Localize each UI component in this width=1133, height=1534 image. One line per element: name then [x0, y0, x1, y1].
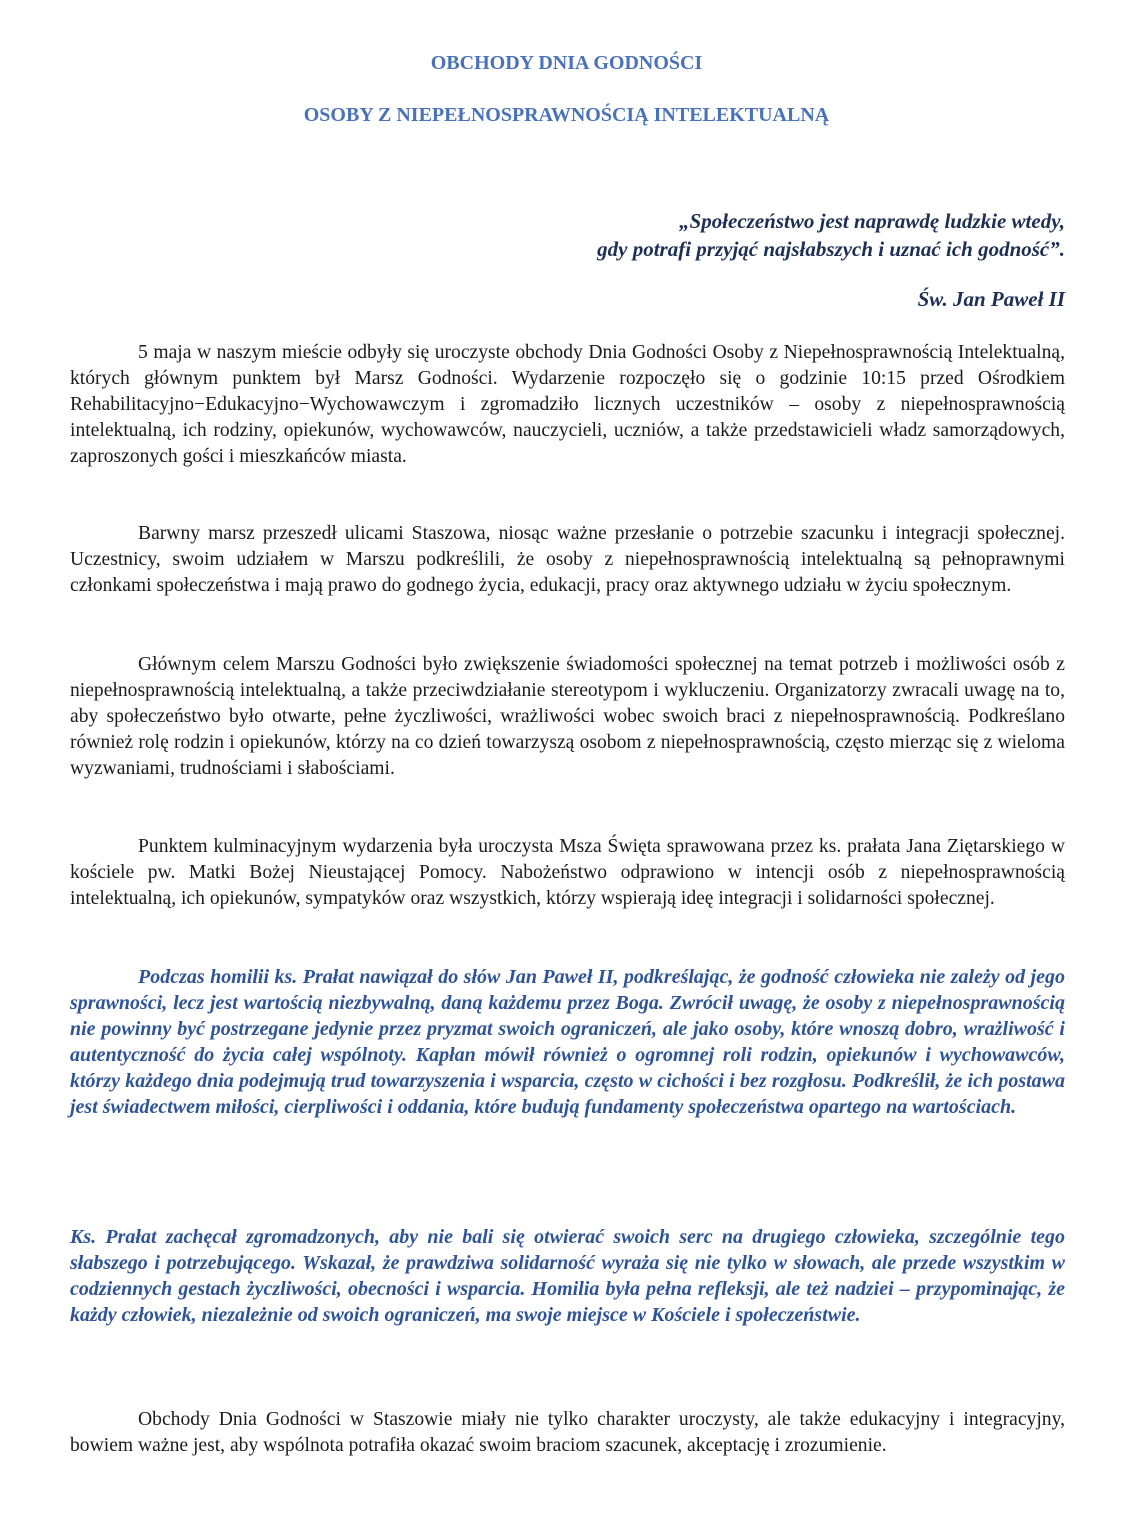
- document-subtitle: OSOBY Z NIEPEŁNOSPRAWNOŚCIĄ INTELEKTUALNĄ: [303, 104, 830, 126]
- document-title: OBCHODY DNIA GODNOŚCI: [430, 52, 703, 74]
- paragraph-intro: 5 maja w naszym mieście odbyły się uroczyste obchody Dnia Godności Osoby z Niepełnosprawnością Intelektualną, których głównym punktem był Marsz Godności. Wydarzenie rozpoczęło się o godzinie 10:15 przed Ośrodkiem Rehabilitacyjno−Edukacyjno−Wychowawczym i zgromadziło licznych uczestników – osoby z niepełnosprawnością intelektualną, ich rodziny, opiekunów, wychowawców, nauczycieli, uczniów, a także przedstawicieli władz samorządowych, zaproszonych gości i mieszkańców miasta.: [70, 342, 1065, 467]
- epigraph-quote: [597, 207, 1065, 263]
- paragraph-march: Barwny marsz przeszedł ulicami Staszowa, niosąc ważne przesłanie o potrzebie szacunku i integracji społecznej. Uczestnicy, swoim udziałem w Marszu podkreślili, że osoby z niepełnosprawnością intelektualną są pełnoprawnymi członkami społeczeństwa i mają prawo do godnego życia, edukacji, pracy oraz aktywnego udziału w życiu społecznym.: [70, 523, 1065, 596]
- paragraph-mass: Punktem kulminacyjnym wydarzenia była uroczysta Msza Święta sprawowana przez ks. prałata Jana Ziętarskiego w kościele pw. Matki Bożej Nieustającej Pomocy. Nabożeństwo odprawiono w intencji osób z niepełnosprawnością intelektualną, ich opiekunów, sympatyków oraz wszystkich, którzy wspierają ideę integracji i solidarności społecznej.: [70, 836, 1065, 909]
- paragraph-homily: Podczas homilii ks. Prałat nawiązał do słów Jan Paweł II, podkreślając, że godność człowieka nie zależy od jego sprawności, lecz jest wartością niezbywalną, daną każdemu przez Boga. Zwrócił uwagę, że osoby z niepełnosprawnością nie powinny być postrzegane jedynie przez pryzmat swoich ograniczeń, ale jako osoby, które wnoszą dobro, wrażliwość i autentyczność do życia całej wspólnoty. Kapłan mówił również o ogromnej roli rodzin, opiekunów i wychowawców, którzy każdego dnia podejmują trud towarzyszenia i wsparcia, często w cichości i bez rozgłosu. Podkreślił, że ich postawa jest świadectwem miłości, cierpliwości i oddania, które budują fundamenty społeczeństwa opartego na wartościach.: [70, 966, 1065, 1118]
- paragraph-encouragement: Ks. Prałat zachęcał zgromadzonych, aby nie bali się otwierać swoich serc na drugiego człowieka, szczególnie tego słabszego i potrzebującego. Wskazał, że prawdziwa solidarność wyraża się nie tylko w słowach, ale przede wszystkim w codziennych gestach życzliwości, obecności i wsparcia. Homilia była pełna refleksji, ale też nadziei – przypominając, że każdy człowiek, niezależnie od swoich ograniczeń, ma swoje miejsce w Kościele i społeczeństwie.: [70, 1226, 1065, 1326]
- epigraph-line-1: „Społeczeństwo jest naprawdę ludzkie wtedy,: [679, 209, 1065, 233]
- epigraph-author: Św. Jan Paweł II: [917, 287, 1065, 311]
- paragraph-goal: Głównym celem Marszu Godności było zwiększenie świadomości społecznej na temat potrzeb i możliwości osób z niepełnosprawnością intelektualną, a także przeciwdziałanie stereotypom i wykluczeniu. Organizatorzy zwracali uwagę na to, aby społeczeństwo było otwarte, pełne życzliwości, wrażliwości wobec swoich braci z niepełnosprawnością. Podkreślano również rolę rodzin i opiekunów, którzy na co dzień towarzyszą osobom z niepełnosprawnością, często mierząc się z wieloma wyzwaniami, trudnościami i słabościami.: [70, 654, 1065, 779]
- epigraph-line-2: gdy potrafi przyjąć najsłabszych i uznać ich godność”.: [597, 237, 1065, 261]
- paragraph-closing: Obchody Dnia Godności w Staszowie miały nie tylko charakter uroczysty, ale także edukacyjny i integracyjny, bowiem ważne jest, aby wspólnota potrafiła okazać swoim braciom szacunek, akceptację i zrozumienie.: [70, 1409, 1065, 1456]
